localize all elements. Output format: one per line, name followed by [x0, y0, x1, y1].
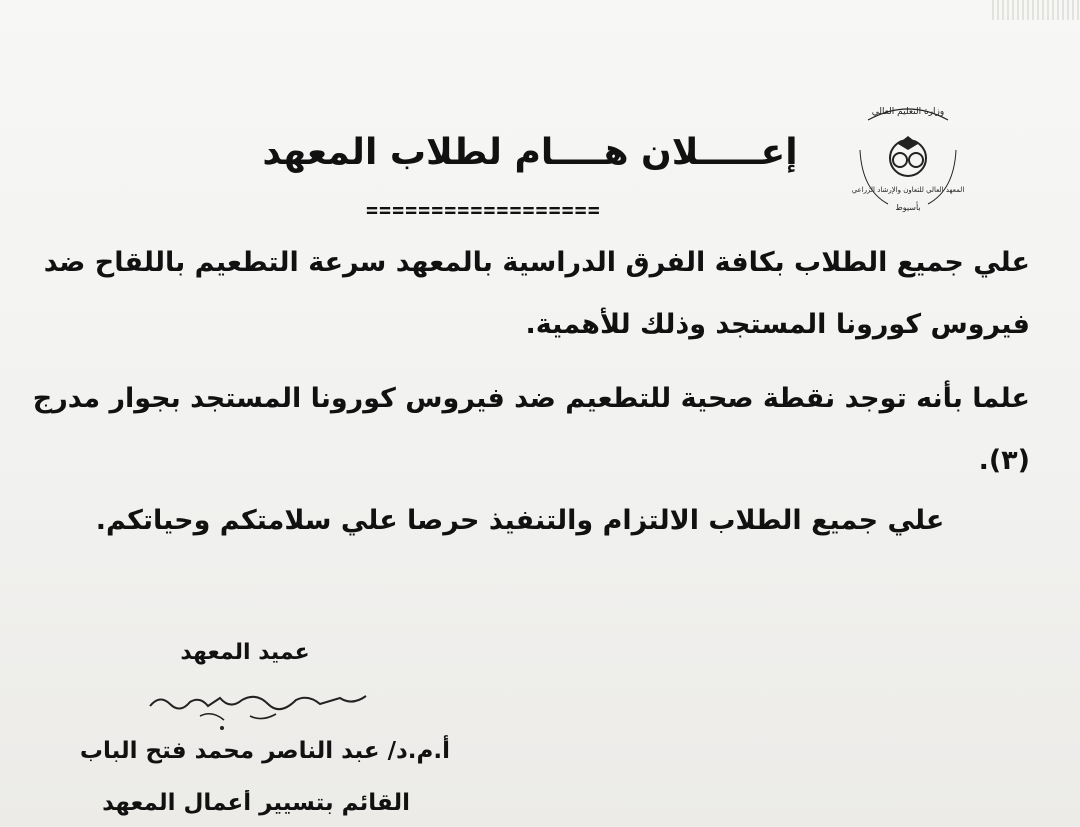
paragraph-health-point: علما بأنه توجد نقطة صحية للتطعيم ضد فيروس كورونا المستجد بجوار مدرج (٣).	[32, 383, 1030, 476]
dean-name: أ.م.د/ عبد الناصر محمد فتح الباب	[79, 738, 450, 764]
scan-artifact	[992, 0, 1080, 20]
ministry-logo	[848, 100, 968, 220]
ministry-seal-icon	[848, 100, 968, 220]
dean-title: عميد المعهد	[180, 640, 310, 665]
handwritten-signature	[130, 676, 390, 736]
paragraph-vaccination-call: علي جميع الطلاب بكافة الفرق الدراسية بالمعهد سرعة التطعيم باللقاح ضد فيروس كورونا المستجد وذلك للأهمية.	[43, 247, 1030, 340]
svg-text:بأسيوط: بأسيوط	[895, 203, 921, 212]
announcement-title: إعـــــلان هــــام لطلاب المعهد	[262, 132, 798, 173]
svg-text:المعهد العالي للتعاون والإرشاد: المعهد العالي للتعاون والإرشاد الزراعي	[851, 186, 965, 194]
svg-text:وزارة التعليم العالي: وزارة التعليم العالي	[871, 107, 945, 117]
dean-role: القائم بتسيير أعمال المعهد	[102, 790, 410, 816]
paragraph-compliance: علي جميع الطلاب الالتزام والتنفيذ حرصا علي سلامتكم وحياتكم.	[95, 505, 945, 536]
title-underline: ==================	[366, 198, 601, 222]
